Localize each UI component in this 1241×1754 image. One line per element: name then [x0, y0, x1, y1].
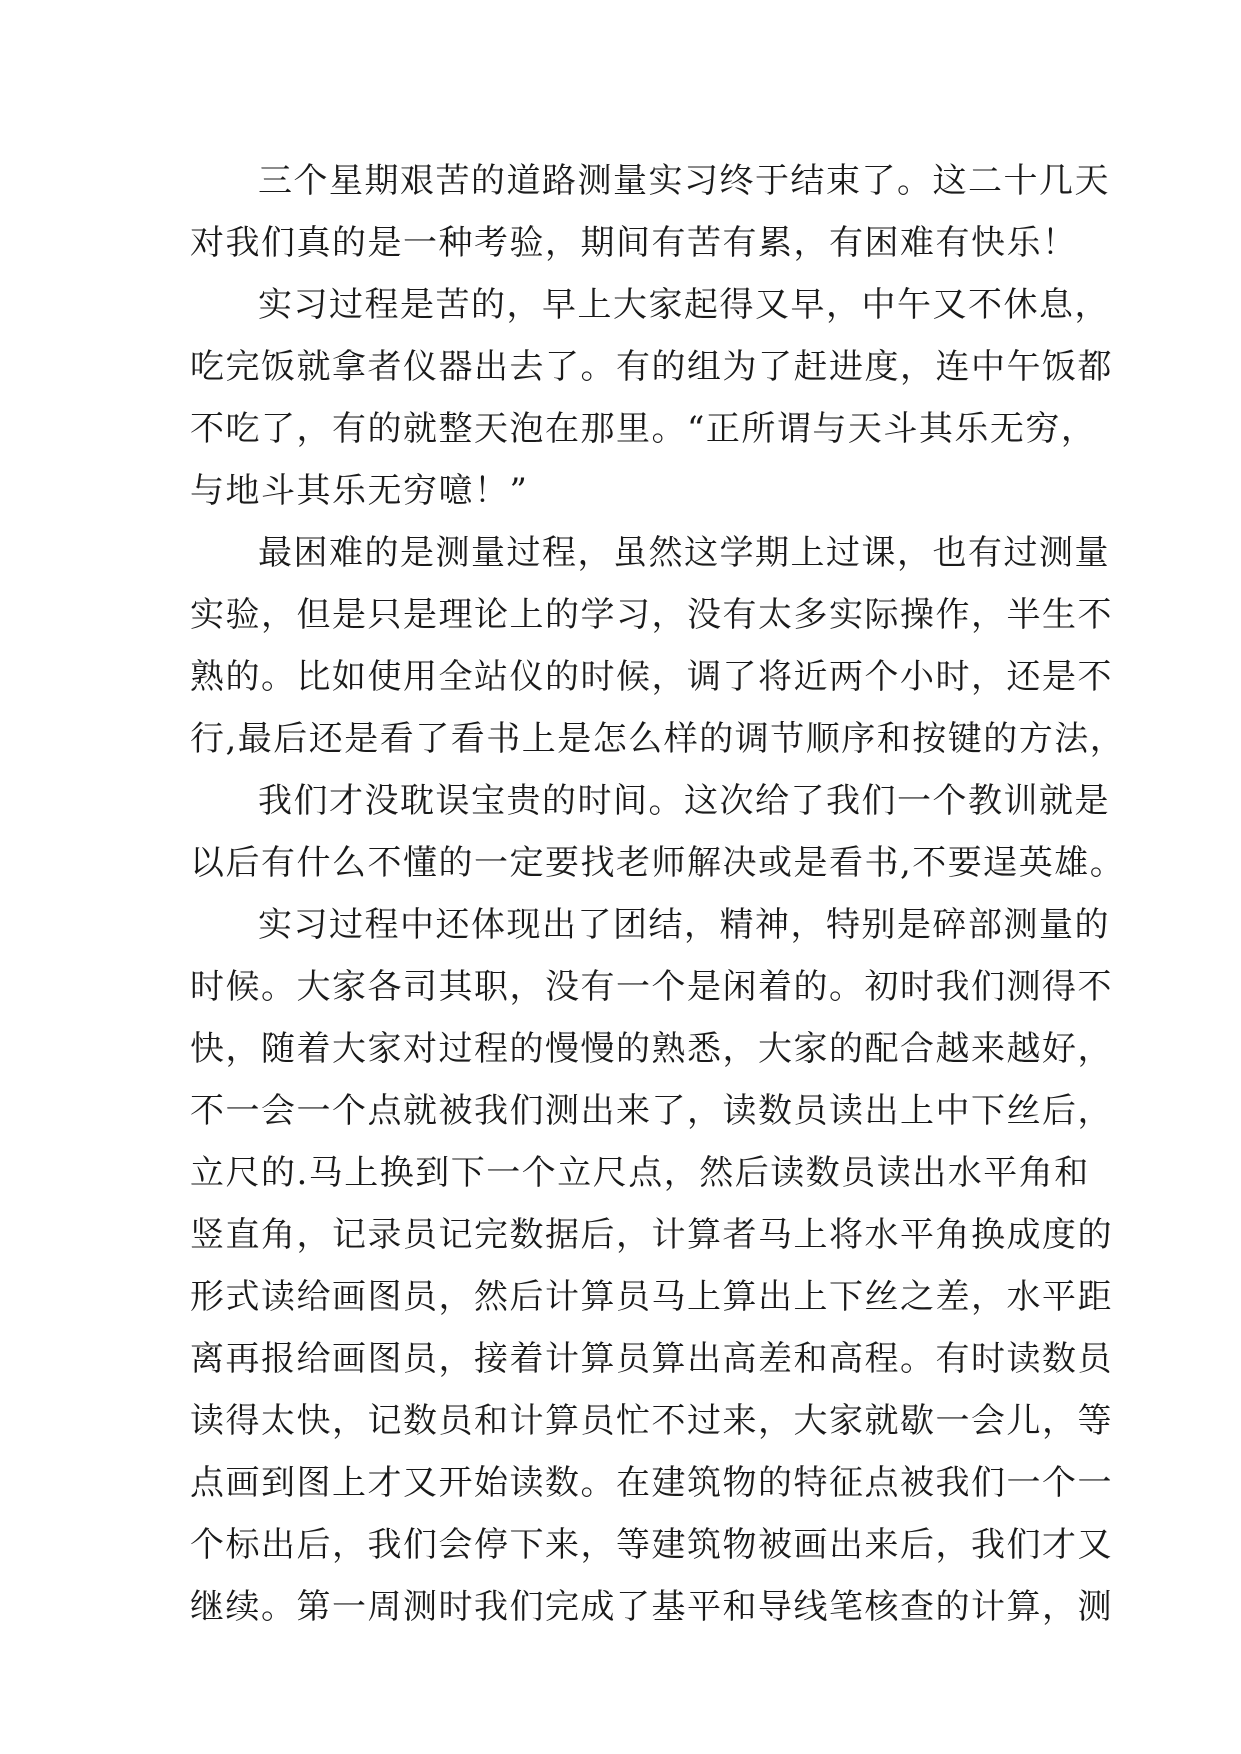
- text-line: 离再报给画图员，接着计算员算出高差和高程。有时读数员: [190, 1339, 1113, 1379]
- paragraph-5: [190, 894, 1113, 1638]
- text-line: 快，随着大家对过程的慢慢的熟悉，大家的配合越来越好，: [190, 1029, 1113, 1069]
- paragraph-2: [190, 274, 1113, 522]
- text-line: 不一会一个点就被我们测出来了，读数员读出上中下丝后，: [190, 1091, 1113, 1131]
- text-line: 对我们真的是一种考验，期间有苦有累，有困难有快乐！: [190, 223, 1078, 263]
- text-line: 竖直角，记录员记完数据后，计算者马上将水平角换成度的: [190, 1215, 1113, 1255]
- text-line: 吃完饭就拿者仪器出去了。有的组为了赶进度，连中午饭都: [190, 347, 1113, 387]
- text-line: 继续。第一周测时我们完成了基平和导线笔核查的计算，测: [190, 1587, 1113, 1627]
- text-line: 不吃了，有的就整天泡在那里。“正所谓与天斗其乐无穷，: [190, 409, 1097, 449]
- text-line: 读得太快，记数员和计算员忙不过来，大家就歇一会儿，等: [190, 1401, 1113, 1441]
- text-line: 最困难的是测量过程，虽然这学期上过课，也有过测量: [258, 533, 1110, 573]
- paragraph-1: [190, 150, 1110, 274]
- paragraph-3: [190, 522, 1126, 770]
- text-line: 行,最后还是看了看书上是怎么样的调节顺序和按键的方法，: [190, 719, 1126, 759]
- text-line: 我们才没耽误宝贵的时间。这次给了我们一个教训就是: [258, 781, 1110, 821]
- text-line: 实习过程中还体现出了团结，精神，特别是碎部测量的: [258, 905, 1110, 945]
- body-text: [190, 150, 1126, 1638]
- text-line: 以后有什么不懂的一定要找老师解决或是看书,不要逞英雄。: [190, 843, 1126, 883]
- paragraph-4: [190, 770, 1126, 894]
- text-line: 实习过程是苦的，早上大家起得又早，中午又不休息，: [258, 285, 1110, 325]
- text-line: 形式读给画图员，然后计算员马上算出上下丝之差，水平距: [190, 1277, 1113, 1317]
- text-line: 点画到图上才又开始读数。在建筑物的特征点被我们一个一: [190, 1463, 1113, 1503]
- text-line: 三个星期艰苦的道路测量实习终于结束了。这二十几天: [258, 161, 1110, 201]
- text-line: 实验，但是只是理论上的学习，没有太多实际操作，半生不: [190, 595, 1113, 635]
- text-line: 与地斗其乐无穷噫！”: [190, 471, 529, 511]
- text-line: 个标出后，我们会停下来，等建筑物被画出来后，我们才又: [190, 1525, 1113, 1565]
- text-line: 时候。大家各司其职，没有一个是闲着的。初时我们测得不: [190, 967, 1113, 1007]
- text-line: 立尺的.马上换到下一个立尺点，然后读数员读出水平角和: [190, 1153, 1090, 1193]
- text-line: 熟的。比如使用全站仪的时候，调了将近两个小时，还是不: [190, 657, 1113, 697]
